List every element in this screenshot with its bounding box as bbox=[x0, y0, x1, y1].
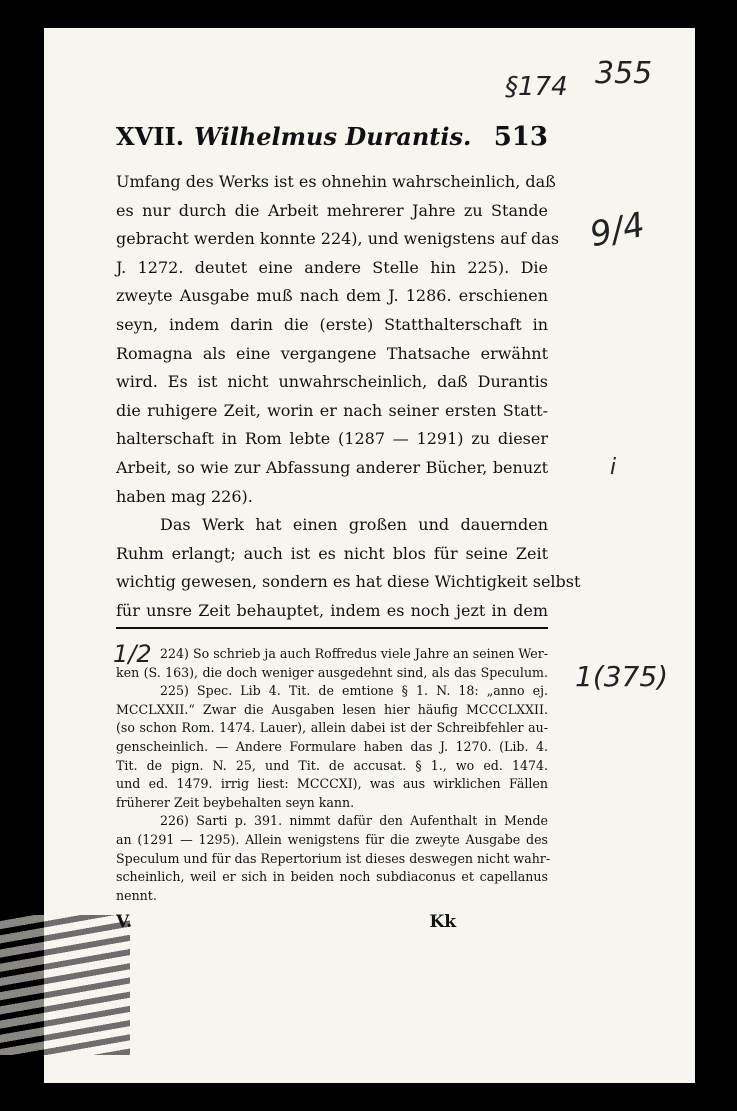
body-line: halterschaft in Rom lebte (1287 — 1291) zu dieser bbox=[116, 429, 548, 449]
signature-left: V. bbox=[116, 912, 133, 932]
signature-right: Kk bbox=[429, 912, 456, 932]
handwritten-page-number: 355 bbox=[595, 56, 653, 91]
body-line: wichtig gewesen, sondern es hat diese Wichtigkeit selbst bbox=[116, 572, 581, 592]
body-line: Romagna als eine vergangene Thatsache erwähnt bbox=[116, 343, 548, 363]
body-line: Ruhm erlangt; auch ist es nicht blos für seine Zeit bbox=[116, 543, 548, 563]
margin-mark-3: 1(375) bbox=[575, 660, 669, 693]
body-line: für unsre Zeit behauptet, indem es noch jezt in dem bbox=[116, 600, 548, 620]
body-line: Umfang des Werks ist es ohnehin wahrscheinlich, daß bbox=[116, 172, 556, 191]
footnote-line: Tit. de pign. N. 25, und Tit. de accusat. § 1., wo ed. 1474. bbox=[116, 757, 548, 773]
body-line: haben mag 226). bbox=[116, 486, 253, 506]
margin-mark-1: 9/4 bbox=[586, 204, 649, 256]
footnote-line: (so schon Rom. 1474. Lauer), allein dabei ist der Schreibfehler au- bbox=[116, 720, 548, 736]
footnote-line: 226) Sarti p. 391. nimmt dafür den Aufenthalt in Mende bbox=[160, 813, 548, 829]
footnote-line: genscheinlich. — Andere Formulare haben das J. 1270. (Lib. 4. bbox=[116, 738, 548, 754]
chapter-title: Wilhelmus Durantis. bbox=[194, 122, 472, 151]
handwritten-ref-mark: §174 bbox=[505, 72, 568, 102]
footnote-rule bbox=[116, 627, 548, 629]
signature-footer bbox=[116, 912, 456, 932]
footnote-line: und ed. 1479. irrig liest: MCCCXI), was aus wirklichen Fällen bbox=[116, 776, 548, 792]
running-header bbox=[116, 122, 548, 152]
footnotes bbox=[116, 645, 551, 905]
torn-edge bbox=[0, 915, 130, 1055]
page-number: 513 bbox=[493, 122, 548, 152]
body-line: Das Werk hat einen großen und dauernden bbox=[160, 515, 548, 535]
footnote-line: ken (S. 163), die doch weniger ausgedehnt sind, als das Speculum. bbox=[116, 664, 548, 680]
chapter-number: XVII. bbox=[116, 122, 185, 151]
footnote-line: nennt. bbox=[116, 887, 157, 903]
margin-mark-2: i bbox=[610, 455, 617, 480]
footnote-line: Speculum und für das Repertorium ist dieses deswegen nicht wahr- bbox=[116, 850, 551, 866]
footnote-line: MCCLXXII.“ Zwar die Ausgaben lesen hier häufig MCCCLXXII. bbox=[116, 701, 548, 717]
body-line: J. 1272. deutet eine andere Stelle hin 225). Die bbox=[116, 257, 548, 277]
body-line: es nur durch die Arbeit mehrerer Jahre zu Stande bbox=[116, 200, 548, 220]
body-line: Arbeit, so wie zur Abfassung anderer Bücher, benuzt bbox=[116, 457, 548, 477]
footnote-line: früherer Zeit beybehalten seyn kann. bbox=[116, 794, 355, 810]
footnote-mark: 1/2 bbox=[113, 640, 152, 668]
footnote-line: 224) So schrieb ja auch Roffredus viele Jahre an seinen Wer- bbox=[160, 646, 548, 661]
footnote-line: 225) Spec. Lib 4. Tit. de emtione § 1. N. 18: „anno ej. bbox=[160, 683, 548, 699]
body-text bbox=[116, 168, 581, 626]
body-line: wird. Es ist nicht unwahrscheinlich, daß Durantis bbox=[116, 372, 548, 392]
footnote-line: scheinlich, weil er sich in beiden noch subdiaconus et capellanus bbox=[116, 869, 548, 885]
body-line: gebracht werden konnte 224), und wenigstens auf das bbox=[116, 229, 560, 249]
body-line: die ruhigere Zeit, worin er nach seiner ersten Statt- bbox=[116, 400, 548, 420]
body-line: zweyte Ausgabe muß nach dem J. 1286. erschienen bbox=[116, 286, 548, 306]
footnote-line: an (1291 — 1295). Allein wenigstens für die zweyte Ausgabe des bbox=[116, 831, 548, 847]
body-line: seyn, indem darin die (erste) Statthalterschaft in bbox=[116, 314, 548, 334]
